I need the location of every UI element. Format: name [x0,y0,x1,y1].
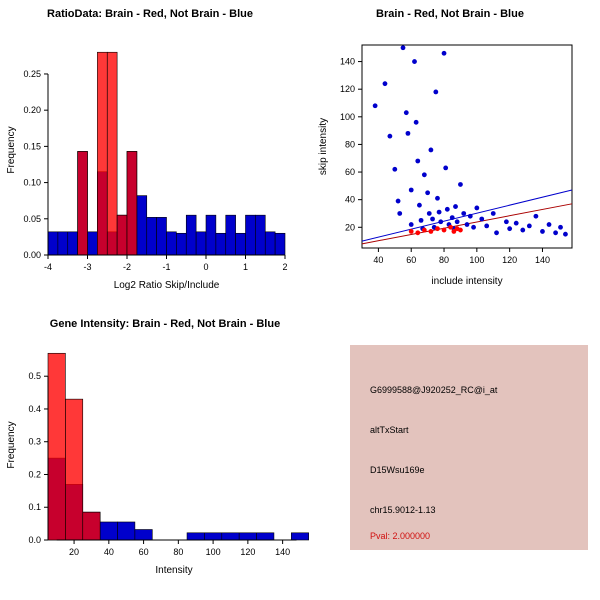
info-pval: Pval: 2.000000 [370,531,431,541]
svg-text:140: 140 [534,255,550,265]
svg-text:-3: -3 [83,262,92,272]
svg-text:80: 80 [173,547,184,557]
svg-text:Log2 Ratio Skip/Include: Log2 Ratio Skip/Include [113,280,220,291]
svg-text:20: 20 [344,222,355,233]
svg-text:0.20: 0.20 [23,105,41,116]
svg-text:0.00: 0.00 [23,250,41,260]
svg-text:0.4: 0.4 [28,403,41,414]
svg-text:40: 40 [344,194,355,205]
scatter-plot [300,0,600,300]
svg-text:-1: -1 [162,262,171,272]
svg-text:skip intensity: skip intensity [318,117,329,176]
svg-text:Frequency: Frequency [6,421,17,469]
svg-text:0.05: 0.05 [23,213,41,224]
svg-text:100: 100 [339,111,355,122]
ratio-histogram [0,0,300,300]
ratio-hist-title: RatioData: Brain - Red, Not Brain - Blue [47,8,253,20]
gene-hist-title: Gene Intensity: Brain - Red, Not Brain - Blue [49,318,281,330]
svg-text:100: 100 [469,255,485,265]
svg-text:0: 0 [203,262,209,272]
svg-text:include intensity: include intensity [431,276,503,287]
svg-text:60: 60 [138,547,149,557]
svg-text:120: 120 [240,547,256,557]
svg-text:80: 80 [344,139,355,150]
svg-text:0.2: 0.2 [28,469,41,480]
svg-text:Frequency: Frequency [6,126,17,174]
info-probe: G6999588@J920252_RC@i_at [370,385,498,395]
svg-text:0.1: 0.1 [28,502,41,513]
info-event: altTxStart [370,425,409,435]
svg-text:140: 140 [339,56,355,67]
svg-text:40: 40 [373,255,384,265]
svg-text:0.15: 0.15 [23,141,41,152]
svg-text:100: 100 [205,547,221,557]
svg-text:80: 80 [439,255,450,265]
svg-text:60: 60 [406,255,417,265]
svg-text:120: 120 [339,84,355,95]
svg-text:60: 60 [344,167,355,178]
scatter-title: Brain - Red, Not Brain - Blue [376,8,524,20]
svg-text:0.5: 0.5 [28,371,41,382]
svg-text:2: 2 [282,262,288,272]
svg-text:40: 40 [103,547,114,557]
gene-intensity-histogram [0,300,330,600]
svg-text:0.10: 0.10 [23,177,41,188]
svg-text:-4: -4 [43,262,53,272]
svg-text:120: 120 [502,255,518,265]
svg-text:0.3: 0.3 [28,436,41,447]
svg-text:140: 140 [275,547,291,557]
info-gene: D15Wsu169e [370,465,425,475]
info-locus: chr15.9012-1.13 [370,505,436,515]
svg-text:Intensity: Intensity [155,565,193,576]
svg-text:0.25: 0.25 [23,68,41,79]
probe-info-panel [350,345,588,550]
svg-text:0.0: 0.0 [28,535,41,545]
svg-text:20: 20 [69,547,80,557]
svg-text:1: 1 [242,262,249,272]
svg-text:-2: -2 [122,262,132,272]
